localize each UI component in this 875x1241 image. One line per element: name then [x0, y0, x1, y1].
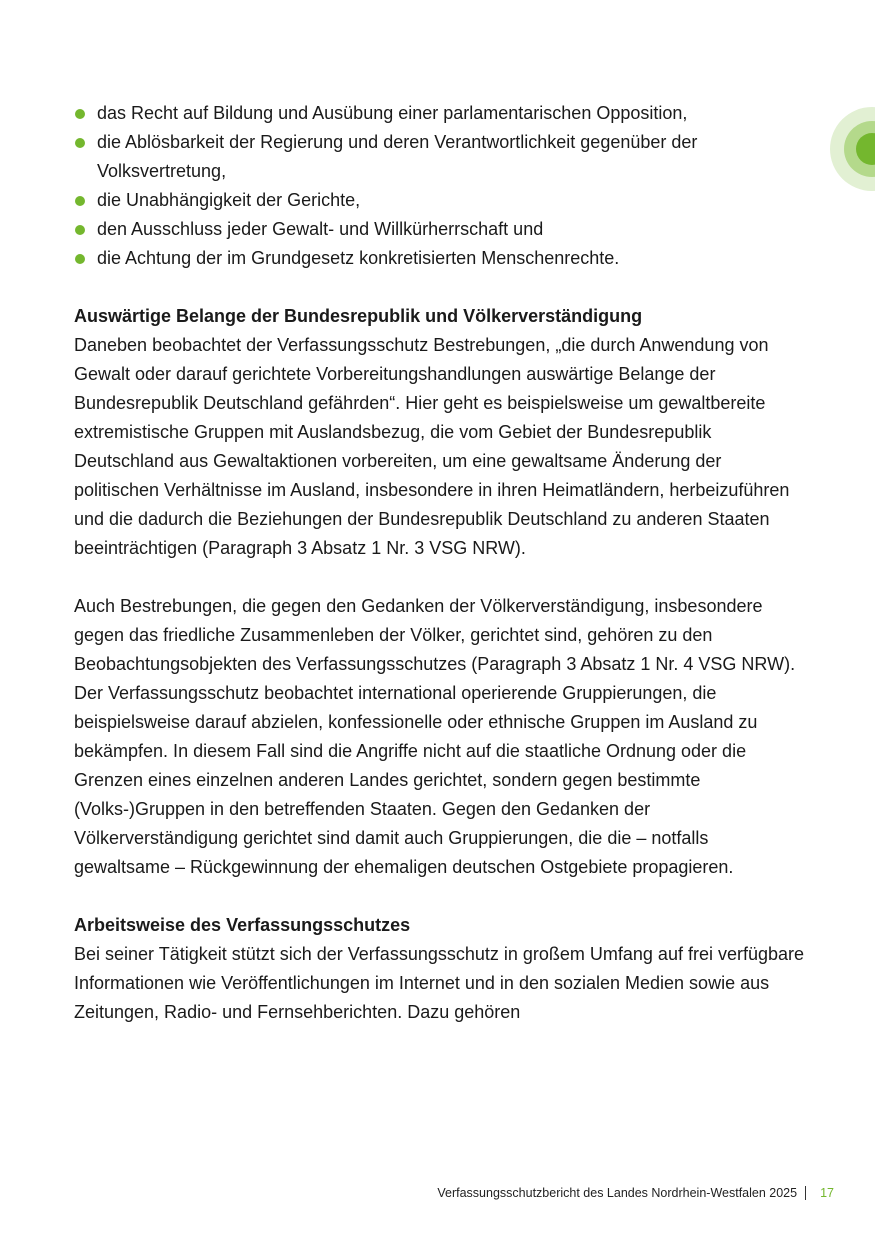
list-item-text: die Achtung der im Grundgesetz konkretisierten Menschenrechte. — [97, 248, 620, 268]
page-content — [74, 99, 804, 1027]
page-number: 17 — [820, 1186, 834, 1200]
list-item-text: die Unabhängigkeit der Gerichte, — [97, 190, 361, 210]
list-item — [74, 215, 804, 244]
list-item — [74, 128, 804, 186]
paragraph: Auch Bestrebungen, die gegen den Gedanken der Völkerverständigung, insbesondere gegen das friedliche Zusammenleben der Völker, gerichtet sind, gehören zu den Beobachtungsobjekten des Verfassungsschutzes (Paragraph 3 Absatz 1 Nr. 4 VSG NRW). Der Verfassungsschutz beobachtet international operierende Gruppierungen, die beispielsweise darauf abzielen, konfessionelle oder ethnische Gruppen im Ausland zu bekämpfen. In diesem Fall sind die Angriffe nicht auf die staatliche Ordnung oder die Grenzen eines einzelnen anderen Landes gerichtet, sondern gegen bestimmte (Volks-)Gruppen in den betreffenden Staaten. Gegen den Gedanken der Völkerverständigung gerichtet sind damit auch Gruppierungen, die die – notfalls gewaltsame – Rückgewinnung der ehemaligen deutschen Ostgebiete propagieren. — [74, 596, 796, 877]
paragraph: Daneben beobachtet der Verfassungsschutz Bestrebungen, „die durch Anwendung von Gewalt oder darauf gerichtete Vorbereitungshandlungen auswärtige Belange der Bundesrepublik Deutschland gefährden“. Hier geht es beispielsweise um gewaltbereite extremistische Gruppen mit Auslandsbezug, die vom Gebiet der Bundesrepublik Deutschland aus Gewaltaktionen vorbereiten, um eine gewaltsame Änderung der politischen Verhältnisse im Ausland, insbesondere in ihren Heimatländern, herbeizuführen und die dadurch die Beziehungen der Bundesrepublik Deutschland zu anderen Staaten beeinträchtigen (Paragraph 3 Absatz 1 Nr. 3 VSG NRW). — [74, 335, 790, 558]
section-heading-foreign-affairs: Auswärtige Belange der Bundesrepublik und Völkerverständigung — [74, 306, 643, 326]
list-item-text: die Ablösbarkeit der Regierung und deren Verantwortlichkeit gegenüber der Volksvertretung, — [97, 132, 698, 181]
footer-divider — [805, 1186, 806, 1200]
list-item-text: das Recht auf Bildung und Ausübung einer parlamentarischen Opposition, — [97, 103, 688, 123]
list-item — [74, 244, 804, 273]
page-footer — [437, 1183, 834, 1203]
bullet-dot-icon — [75, 196, 85, 206]
bullet-dot-icon — [75, 109, 85, 119]
list-item-text: den Ausschluss jeder Gewalt- und Willkürherrschaft und — [97, 219, 544, 239]
bullet-dot-icon — [75, 138, 85, 148]
paragraph: Bei seiner Tätigkeit stützt sich der Verfassungsschutz in großem Umfang auf frei verfügbare Informationen wie Veröffentlichungen im Internet und in den sozialen Medien sowie aus Zeitungen, Radio- und Fernsehberichten. Dazu gehören — [74, 944, 805, 1022]
footer-title: Verfassungsschutzbericht des Landes Nordrhein-Westfalen 2025 — [437, 1186, 798, 1200]
decorative-circle-icon — [830, 107, 875, 191]
bullet-list — [74, 99, 804, 273]
section-heading-methods: Arbeitsweise des Verfassungsschutzes — [74, 915, 411, 935]
list-item — [74, 99, 804, 128]
bullet-dot-icon — [75, 254, 85, 264]
list-item — [74, 186, 804, 215]
bullet-dot-icon — [75, 225, 85, 235]
